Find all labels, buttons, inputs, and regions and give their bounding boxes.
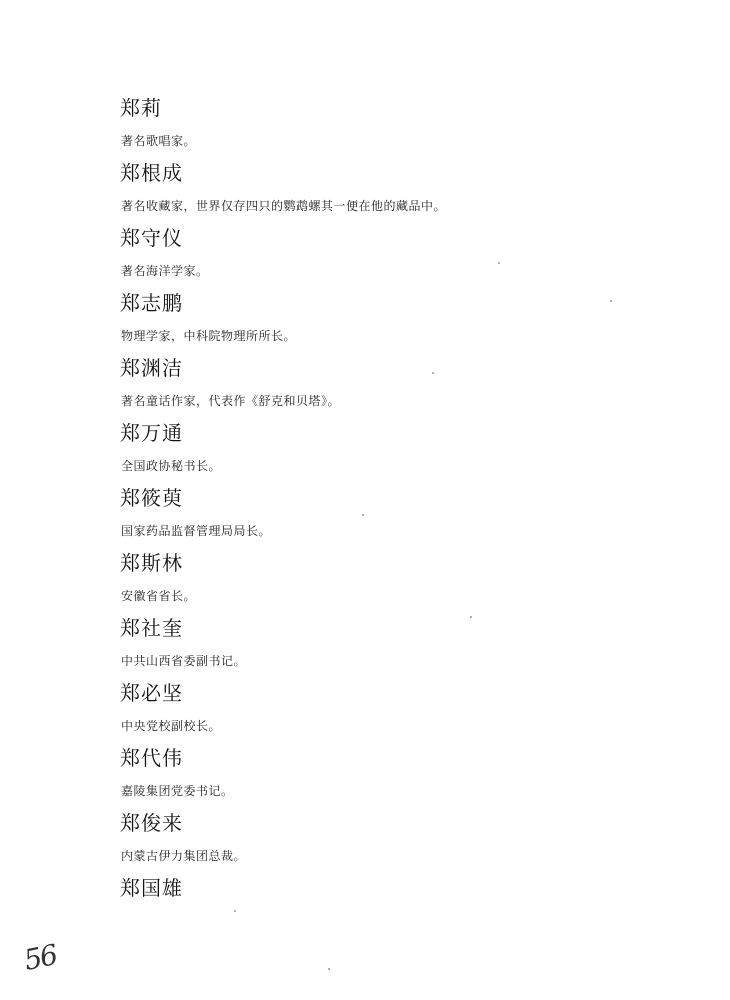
person-name: 郑根成: [120, 161, 183, 185]
person-name: 郑渊洁: [120, 356, 183, 380]
person-name: 郑万通: [120, 421, 183, 445]
person-description: 著名歌唱家。: [121, 134, 197, 148]
person-description: 著名收藏家，世界仅存四只的鹦鹉螺其一便在他的藏品中。: [121, 199, 447, 213]
list-item: [120, 549, 680, 614]
handwritten-page-number: 56: [21, 938, 59, 977]
list-item: [120, 809, 680, 874]
person-name: 郑国雄: [120, 876, 183, 900]
scan-speck: [470, 616, 472, 618]
person-description: 中共山西省委副书记。: [121, 654, 247, 668]
list-item: [120, 289, 680, 354]
person-name: 郑俊来: [120, 811, 183, 835]
list-item: [120, 744, 680, 809]
person-description: 安徽省省长。: [121, 589, 197, 603]
person-name: 郑斯林: [120, 551, 183, 575]
scan-speck: [432, 372, 434, 374]
person-description: 内蒙古伊力集团总裁。: [121, 849, 247, 863]
person-name: 郑莉: [120, 96, 162, 120]
person-description: 著名童话作家，代表作《舒克和贝塔》。: [121, 394, 341, 408]
person-name: 郑守仪: [120, 226, 183, 250]
list-item: [120, 484, 680, 549]
list-item: [120, 614, 680, 679]
person-description: 中央党校副校长。: [121, 719, 222, 733]
list-item: [120, 874, 680, 939]
scan-speck: [610, 300, 612, 302]
scan-speck: [498, 262, 500, 264]
list-item: [120, 679, 680, 744]
entry-list: [120, 94, 680, 939]
person-description: 物理学家，中科院物理所所长。: [121, 329, 297, 343]
person-name: 郑志鹏: [120, 291, 183, 315]
list-item: [120, 224, 680, 289]
scan-speck: [328, 968, 330, 970]
person-name: 郑必坚: [120, 681, 183, 705]
person-description: 嘉陵集团党委书记。: [121, 784, 234, 798]
list-item: [120, 159, 680, 224]
person-description: 国家药品监督管理局局长。: [121, 524, 272, 538]
scan-speck: [234, 910, 236, 912]
person-name: 郑筱萸: [120, 486, 183, 510]
person-description: 全国政协秘书长。: [121, 459, 222, 473]
list-item: [120, 354, 680, 419]
person-description: 著名海洋学家。: [121, 264, 209, 278]
person-name: 郑社奎: [120, 616, 183, 640]
list-item: [120, 419, 680, 484]
scan-speck: [362, 514, 364, 516]
person-name: 郑代伟: [120, 746, 183, 770]
list-item: [120, 94, 680, 159]
